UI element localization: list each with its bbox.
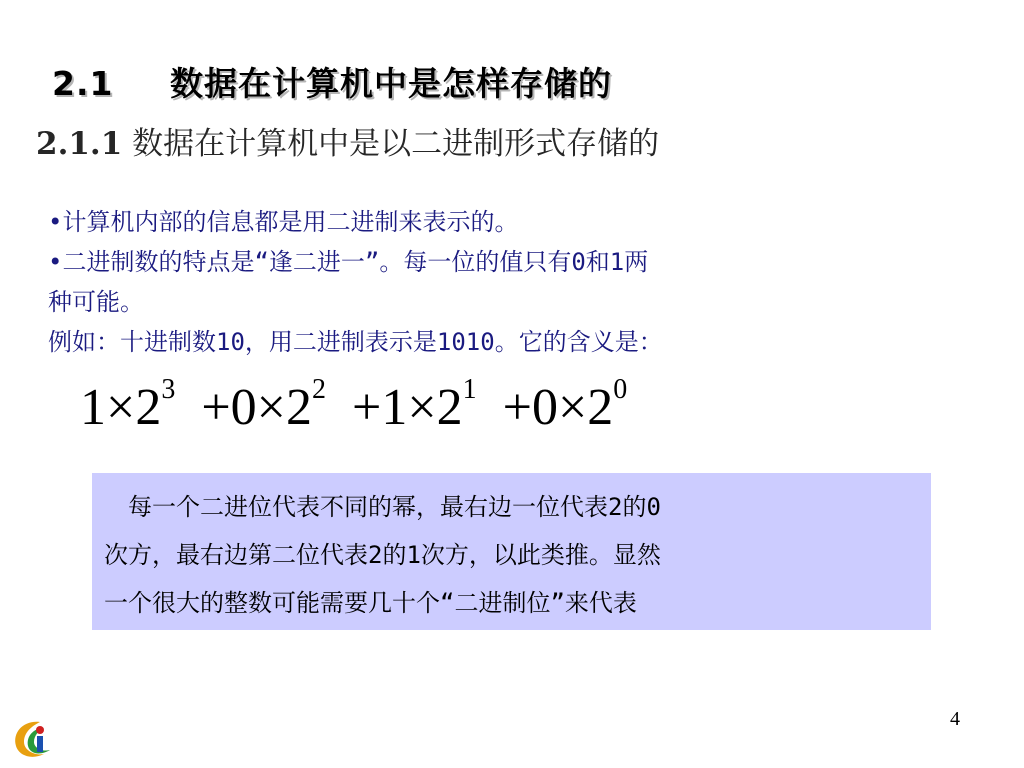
formula-exponent: 1 xyxy=(462,374,477,405)
formula-coefficient: 0 xyxy=(531,379,558,436)
formula-exponent: 2 xyxy=(311,374,326,405)
formula-base: 2 xyxy=(135,379,162,436)
formula-exponent: 0 xyxy=(613,374,628,405)
bullet-marker: • xyxy=(48,208,63,236)
bullet-text: 二进制数的特点是“逢二进一”。每一位的值只有0和1两 xyxy=(62,248,649,276)
section-number: 2.1 xyxy=(52,64,114,103)
note-line: 次方，最右边第二位代表2的1次方，以此类推。显然 xyxy=(104,541,661,569)
bullet-item xyxy=(48,202,948,242)
body-text xyxy=(48,202,948,362)
plus-sign: + xyxy=(502,379,532,436)
subsection-text: 数据在计算机中是以二进制形式存储的 xyxy=(122,126,660,162)
subsection-number: 2.1.1 xyxy=(36,126,123,162)
example-line: 例如：十进制数10，用二进制表示是1010。它的含义是： xyxy=(48,328,663,356)
note-line: 每一个二进位代表不同的幂，最右边一位代表2的0 xyxy=(104,493,661,521)
binary-expansion-formula xyxy=(80,374,628,437)
times-sign: × xyxy=(256,379,286,436)
note-box xyxy=(92,473,931,630)
formula-base: 2 xyxy=(587,379,614,436)
bullet-item xyxy=(48,242,948,282)
plus-sign: + xyxy=(351,379,382,436)
formula-coefficient: 0 xyxy=(230,379,257,436)
times-sign: × xyxy=(557,379,588,436)
formula-coefficient: 1 xyxy=(381,379,408,436)
college-logo-icon xyxy=(10,716,58,760)
bullet-text: 计算机内部的信息都是用二进制来表示的。 xyxy=(62,208,519,236)
formula-base: 2 xyxy=(436,379,463,436)
note-line: 一个很大的整数可能需要几十个“二进制位”来代表 xyxy=(104,589,637,617)
page-number: 4 xyxy=(950,708,960,730)
section-title-text: 数据在计算机中是怎样存储的 xyxy=(170,64,612,103)
times-sign: × xyxy=(106,379,136,436)
plus-sign: + xyxy=(201,379,231,436)
bullet-continuation: 种可能。 xyxy=(48,288,144,316)
formula-base: 2 xyxy=(285,379,312,436)
formula-coefficient: 1 xyxy=(80,379,106,436)
times-sign: × xyxy=(407,379,437,436)
formula-exponent: 3 xyxy=(161,374,176,405)
slide-title xyxy=(52,58,612,105)
bullet-marker: • xyxy=(48,248,63,276)
subsection-heading xyxy=(36,118,659,163)
